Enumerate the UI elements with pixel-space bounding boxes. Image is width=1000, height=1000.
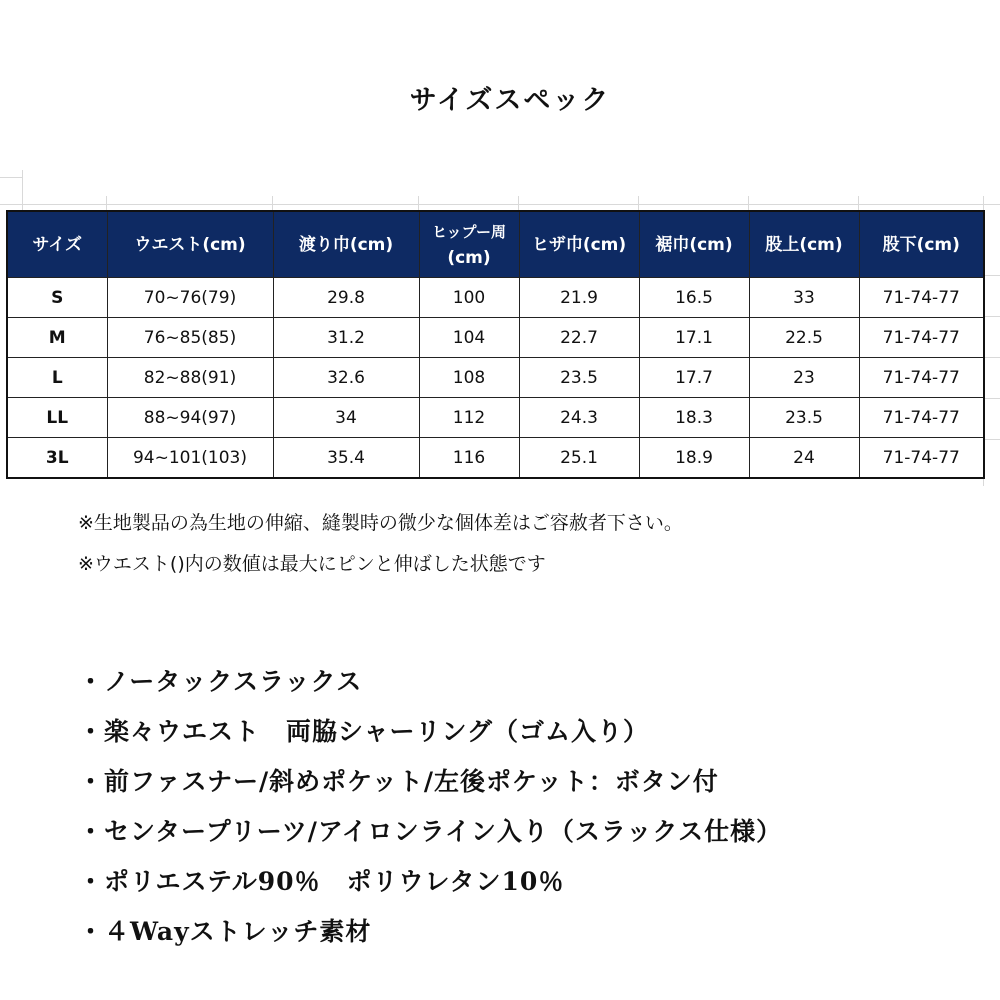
table-row — [7, 398, 984, 438]
cell-hem-width: 18.9 — [639, 438, 749, 479]
cell-knee-width: 23.5 — [519, 358, 639, 398]
cell-thigh-width: 35.4 — [273, 438, 419, 479]
cell-hip: 100 — [419, 278, 519, 318]
sheet-gridline — [983, 398, 1000, 399]
sheet-gridline — [0, 177, 22, 178]
header-size: サイズ — [7, 211, 107, 278]
sheet-gridline — [0, 204, 1000, 205]
cell-inseam: 71-74-77 — [859, 358, 984, 398]
feature-item: ・前ファスナー/斜めポケット/左後ポケット：ボタン付 — [78, 767, 719, 796]
header-hip-line2: (cm) — [447, 247, 491, 268]
cell-knee-width: 24.3 — [519, 398, 639, 438]
cell-size: 3L — [7, 438, 107, 479]
cell-size: M — [7, 318, 107, 358]
feature-item: ・ノータックスラックス — [78, 667, 363, 696]
cell-size: LL — [7, 398, 107, 438]
cell-knee-width: 25.1 — [519, 438, 639, 479]
sheet-gridline — [748, 196, 749, 210]
table-header-row — [7, 211, 984, 278]
cell-waist: 76~85(85) — [107, 318, 273, 358]
header-hip — [419, 211, 519, 278]
cell-inseam: 71-74-77 — [859, 398, 984, 438]
header-hem-width: 裾巾(cm) — [639, 211, 749, 278]
cell-hip: 112 — [419, 398, 519, 438]
cell-waist: 94~101(103) — [107, 438, 273, 479]
sheet-gridline — [272, 196, 273, 210]
cell-inseam: 71-74-77 — [859, 318, 984, 358]
note-fabric-variance: ※生地製品の為生地の伸縮、縫製時の微少な個体差はご容赦者下さい。 — [78, 512, 683, 534]
cell-knee-width: 21.9 — [519, 278, 639, 318]
page-title: サイズスペック — [409, 85, 611, 116]
table-row — [7, 278, 984, 318]
cell-rise: 23 — [749, 358, 859, 398]
sheet-gridline — [983, 316, 1000, 317]
sheet-gridline — [418, 196, 419, 210]
size-spec-table — [6, 210, 985, 479]
cell-rise: 24 — [749, 438, 859, 479]
cell-rise: 23.5 — [749, 398, 859, 438]
cell-inseam: 71-74-77 — [859, 278, 984, 318]
cell-thigh-width: 29.8 — [273, 278, 419, 318]
cell-rise: 33 — [749, 278, 859, 318]
cell-inseam: 71-74-77 — [859, 438, 984, 479]
header-hip-line1: ヒップー周 — [431, 222, 507, 241]
sheet-gridline — [638, 196, 639, 210]
feature-item: ・４Wayストレッチ素材 — [78, 917, 372, 946]
sheet-gridline — [983, 275, 1000, 276]
header-waist: ウエスト(cm) — [107, 211, 273, 278]
header-rise: 股上(cm) — [749, 211, 859, 278]
cell-waist: 82~88(91) — [107, 358, 273, 398]
cell-size: S — [7, 278, 107, 318]
cell-knee-width: 22.7 — [519, 318, 639, 358]
cell-hem-width: 17.1 — [639, 318, 749, 358]
cell-waist: 88~94(97) — [107, 398, 273, 438]
cell-hem-width: 18.3 — [639, 398, 749, 438]
table-row — [7, 438, 984, 479]
cell-hip: 104 — [419, 318, 519, 358]
header-thigh-width: 渡り巾(cm) — [273, 211, 419, 278]
cell-hem-width: 16.5 — [639, 278, 749, 318]
cell-thigh-width: 32.6 — [273, 358, 419, 398]
feature-item: ・ポリエステル90％ ポリウレタン10％ — [78, 867, 565, 896]
cell-thigh-width: 34 — [273, 398, 419, 438]
header-inseam: 股下(cm) — [859, 211, 984, 278]
cell-hip: 116 — [419, 438, 519, 479]
cell-hem-width: 17.7 — [639, 358, 749, 398]
sheet-gridline — [983, 439, 1000, 440]
feature-item: ・楽々ウエスト 両脇シャーリング（ゴム入り） — [78, 717, 650, 746]
cell-rise: 22.5 — [749, 318, 859, 358]
table-row — [7, 358, 984, 398]
sheet-gridline — [858, 196, 859, 210]
table-row — [7, 318, 984, 358]
cell-size: L — [7, 358, 107, 398]
header-knee-width: ヒザ巾(cm) — [519, 211, 639, 278]
cell-waist: 70~76(79) — [107, 278, 273, 318]
sheet-gridline — [518, 196, 519, 210]
cell-thigh-width: 31.2 — [273, 318, 419, 358]
cell-hip: 108 — [419, 358, 519, 398]
sheet-gridline — [983, 357, 1000, 358]
feature-item: ・センタープリーツ/アイロンライン入り（スラックス仕様） — [78, 817, 783, 846]
sheet-gridline — [106, 196, 107, 210]
note-waist-measurement: ※ウエスト()内の数値は最大にピンと伸ばした状態です — [78, 553, 546, 575]
